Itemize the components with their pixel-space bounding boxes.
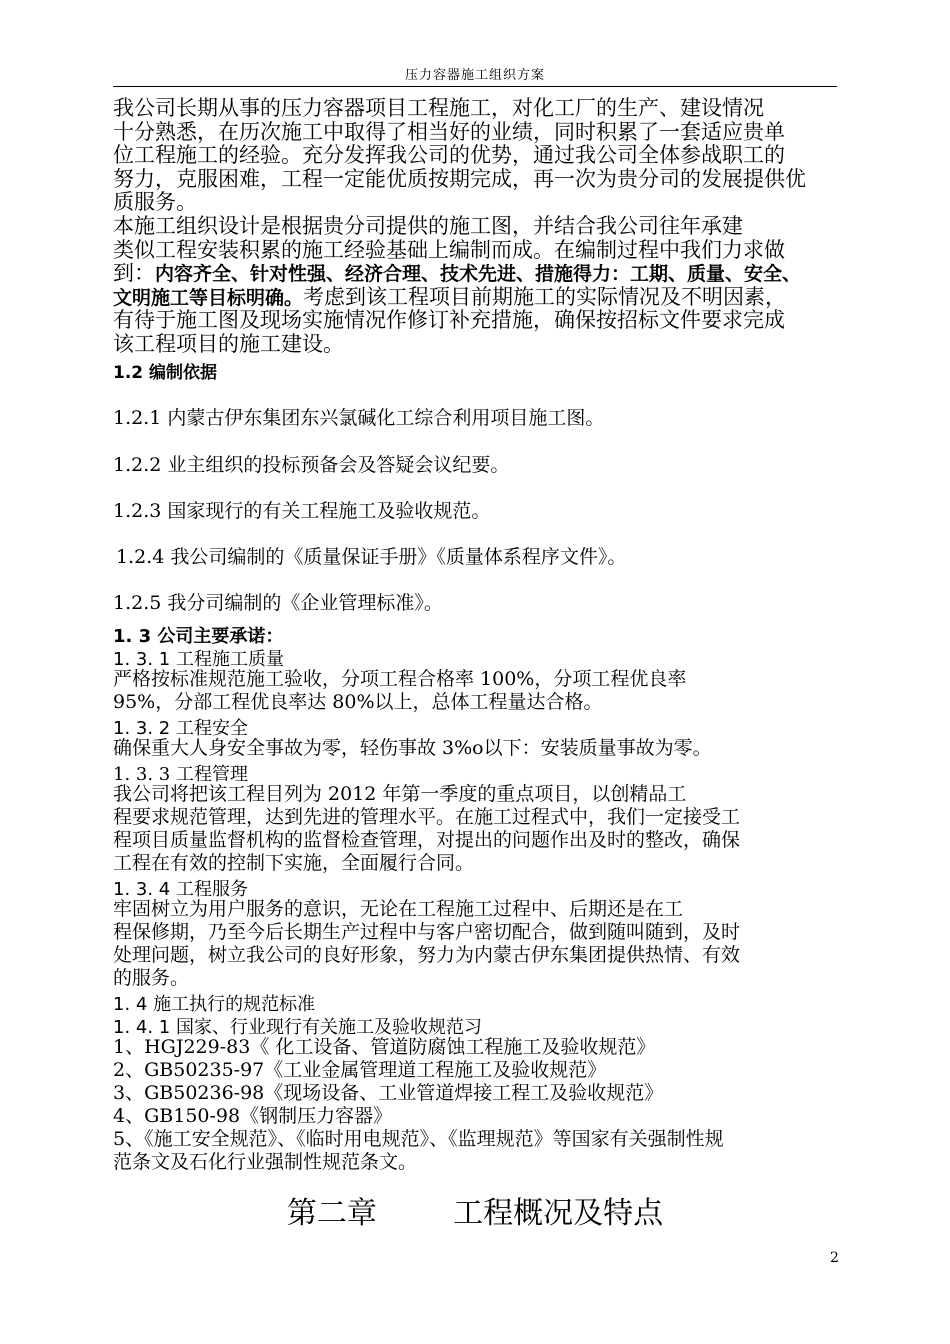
text-line: 牢固树立为用户服务的意识，无论在工程施工过程中、后期还是在工: [113, 898, 684, 920]
chapter-heading: 第二章 工程概况及特点: [286, 1196, 664, 1231]
subsection-heading: 1. 3. 1 工程施工质量: [113, 649, 284, 670]
text-line: 质服务。: [113, 190, 197, 214]
text-line: 我公司将把该工程目列为 2012 年第一季度的重点项目，以创精品工: [113, 783, 687, 805]
text-line: 有待于施工图及现场实施情况作修订补充措施，确保按招标文件要求完成: [113, 308, 785, 332]
standard-item: 范条文及石化行业强制性规范条文。: [113, 1151, 418, 1173]
text-line: 工程在有效的控制下实施，全面履行合同。: [113, 852, 475, 874]
subsection-heading: 1. 4. 1 国家、行业现行有关施工及验收规范习: [113, 1017, 482, 1038]
emphasis-text: 文明施工等目标明确。: [113, 286, 304, 309]
text-line: 该工程项目的施工建设。: [113, 331, 344, 356]
text-line: 类似工程安装积累的施工经验基础上编制而成。在编制过程中我们力求做: [113, 237, 785, 262]
subsection-heading: 1. 3. 2 工程安全: [113, 718, 248, 739]
text-line: [113, 285, 843, 309]
intro-paragraph: [113, 96, 843, 214]
basis-item: 1.2.3 国家现行的有关工程施工及验收规范。: [113, 500, 491, 522]
text-line: 程项目质量监督机构的监督检查管理，对提出的问题作出及时的整改，确保: [113, 829, 741, 851]
subsection-heading: 1. 3. 4 工程服务: [113, 879, 248, 900]
basis-item: 1.2.2 业主组织的投标预备会及答疑会议纪要。: [113, 454, 510, 476]
text-line: 位工程施工的经验。充分发挥我公司的优势，通过我公司全体参战职工的: [113, 143, 785, 167]
basis-item: 1.2.1 内蒙古伊东集团东兴氯碱化工综合利用项目施工图。: [113, 407, 605, 429]
text-line: 程要求规范管理，达到先进的管理水平。在施工过程式中，我们一定接受工: [113, 806, 741, 828]
text-line: 本施工组织设计是根据贵分司提供的施工图，并结合我公司往年承建: [113, 214, 743, 238]
text-run: 考虑到该工程项目前期施工的实际情况及不明因素，: [303, 284, 787, 309]
page-number: 2: [830, 1250, 839, 1266]
standard-item: 3、GB50236-98《现场设备、工业管道焊接工程工及验收规范》: [113, 1082, 664, 1104]
standard-item: 4、GB150-98《钢制压力容器》: [113, 1105, 393, 1127]
standards-section: [113, 990, 843, 1174]
text-line: 努力，克服困难，工程一定能优质按期完成，再一次为贵分司的发展提供优: [113, 166, 806, 191]
text-line: 处理问题，树立我公司的良好形象，努力为内蒙古伊东集团提供热情、有效: [113, 944, 741, 966]
standard-item: 2、GB50235-97《工业金属管理道工程施工及验收规范》: [113, 1059, 607, 1081]
text-line: 确保重大人身安全事故为零，轻伤事故 3%o以下：安装质量事故为零。: [113, 737, 712, 759]
page-header: 压力容器施工组织方案: [404, 68, 545, 83]
text-line: 的服务。: [113, 967, 190, 989]
section-heading-1-2: 1.2 编制依据: [113, 363, 218, 383]
text-run: 到：: [113, 261, 155, 285]
text-line: [113, 261, 843, 285]
commitments-section: [113, 622, 843, 990]
emphasis-text: 内容齐全、针对性强、经济合理、技术先进、措施得力：工期、质量、安全、: [155, 263, 802, 285]
standard-item: 1、HGJ229-83《 化工设备、管道防腐蚀工程施工及验收规范》: [113, 1036, 656, 1058]
section-heading-1-3: 1. 3 公司主要承诺：: [113, 626, 284, 647]
text-line: 严格按标准规范施工验收，分项工程合格率 100%，分项工程优良率: [113, 668, 687, 690]
basis-item: 1.2.5 我分司编制的《企业管理标准》。: [113, 592, 443, 614]
section-heading-1-4: 1. 4 施工执行的规范标准: [113, 994, 316, 1015]
header-rule: [113, 86, 837, 87]
design-basis-paragraph: [113, 214, 843, 355]
subsection-heading: 1. 3. 3 工程管理: [113, 764, 248, 785]
text-line: 十分熟悉，在历次施工中取得了相当好的业绩，同时积累了一套适应贵单: [113, 119, 785, 144]
text-line: 我公司长期从事的压力容器项目工程施工，对化工厂的生产、建设情况: [113, 96, 764, 120]
text-line: 95%，分部工程优良率达 80%以上，总体工程量达合格。: [113, 691, 603, 713]
standard-item: 5、《施工安全规范》、《临时用电规范》、《监理规范》等国家有关强制性规: [113, 1128, 724, 1150]
basis-item: 1.2.4 我公司编制的《质量保证手册》《质量体系程序文件》。: [116, 546, 627, 568]
text-line: 程保修期，乃至今后长期生产过程中与客户密切配合，做到随叫随到，及时: [113, 921, 741, 943]
